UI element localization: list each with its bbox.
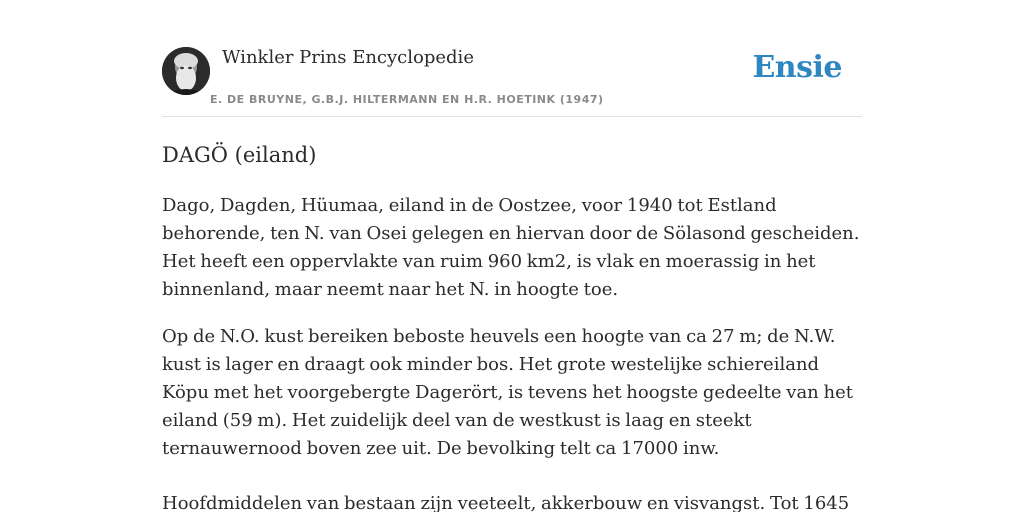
- entry-paragraph: Op de N.O. kust bereiken beboste heuvels een hoogte van ca 27 m; de N.W. kust is lager en draagt ook minder bos. Het grote westelijke schiereiland Köpu met het voorgebergte Dagerört, is tevens het hoogste gedeelte van het eiland (59 m). Het zuidelijk deel van de westkust is laag en steekt ternauwernood boven zee uit. De bevolking telt ca 17000 inw.: [162, 326, 853, 459]
- site-logo[interactable]: Ensie: [752, 50, 842, 85]
- author-portrait-icon: [162, 47, 210, 95]
- page: [162, 0, 862, 512]
- entry-title: DAGÖ (eiland): [162, 143, 317, 167]
- book-title[interactable]: Winkler Prins Encyclopedie: [222, 47, 474, 68]
- book-authors: E. DE BRUYNE, G.B.J. HILTERMANN EN H.R. HOETINK (1947): [210, 93, 604, 106]
- entry-paragraph: Dago, Dagden, Hüumaa, eiland in de Oostzee, voor 1940 tot Estland behorende, ten N. van Osei gelegen en hiervan door de Sölasond gescheiden. Het heeft een oppervlakte van ruim 960 km2, is vlak en moerassig in het binnenland, maar neemt naar het N. in hoogte toe.: [162, 195, 860, 300]
- entry-paragraph: Hoofdmiddelen van bestaan zijn veeteelt, akkerbouw en visvangst. Tot 1645: [162, 493, 850, 512]
- header: [162, 46, 862, 117]
- author-avatar[interactable]: [162, 47, 210, 95]
